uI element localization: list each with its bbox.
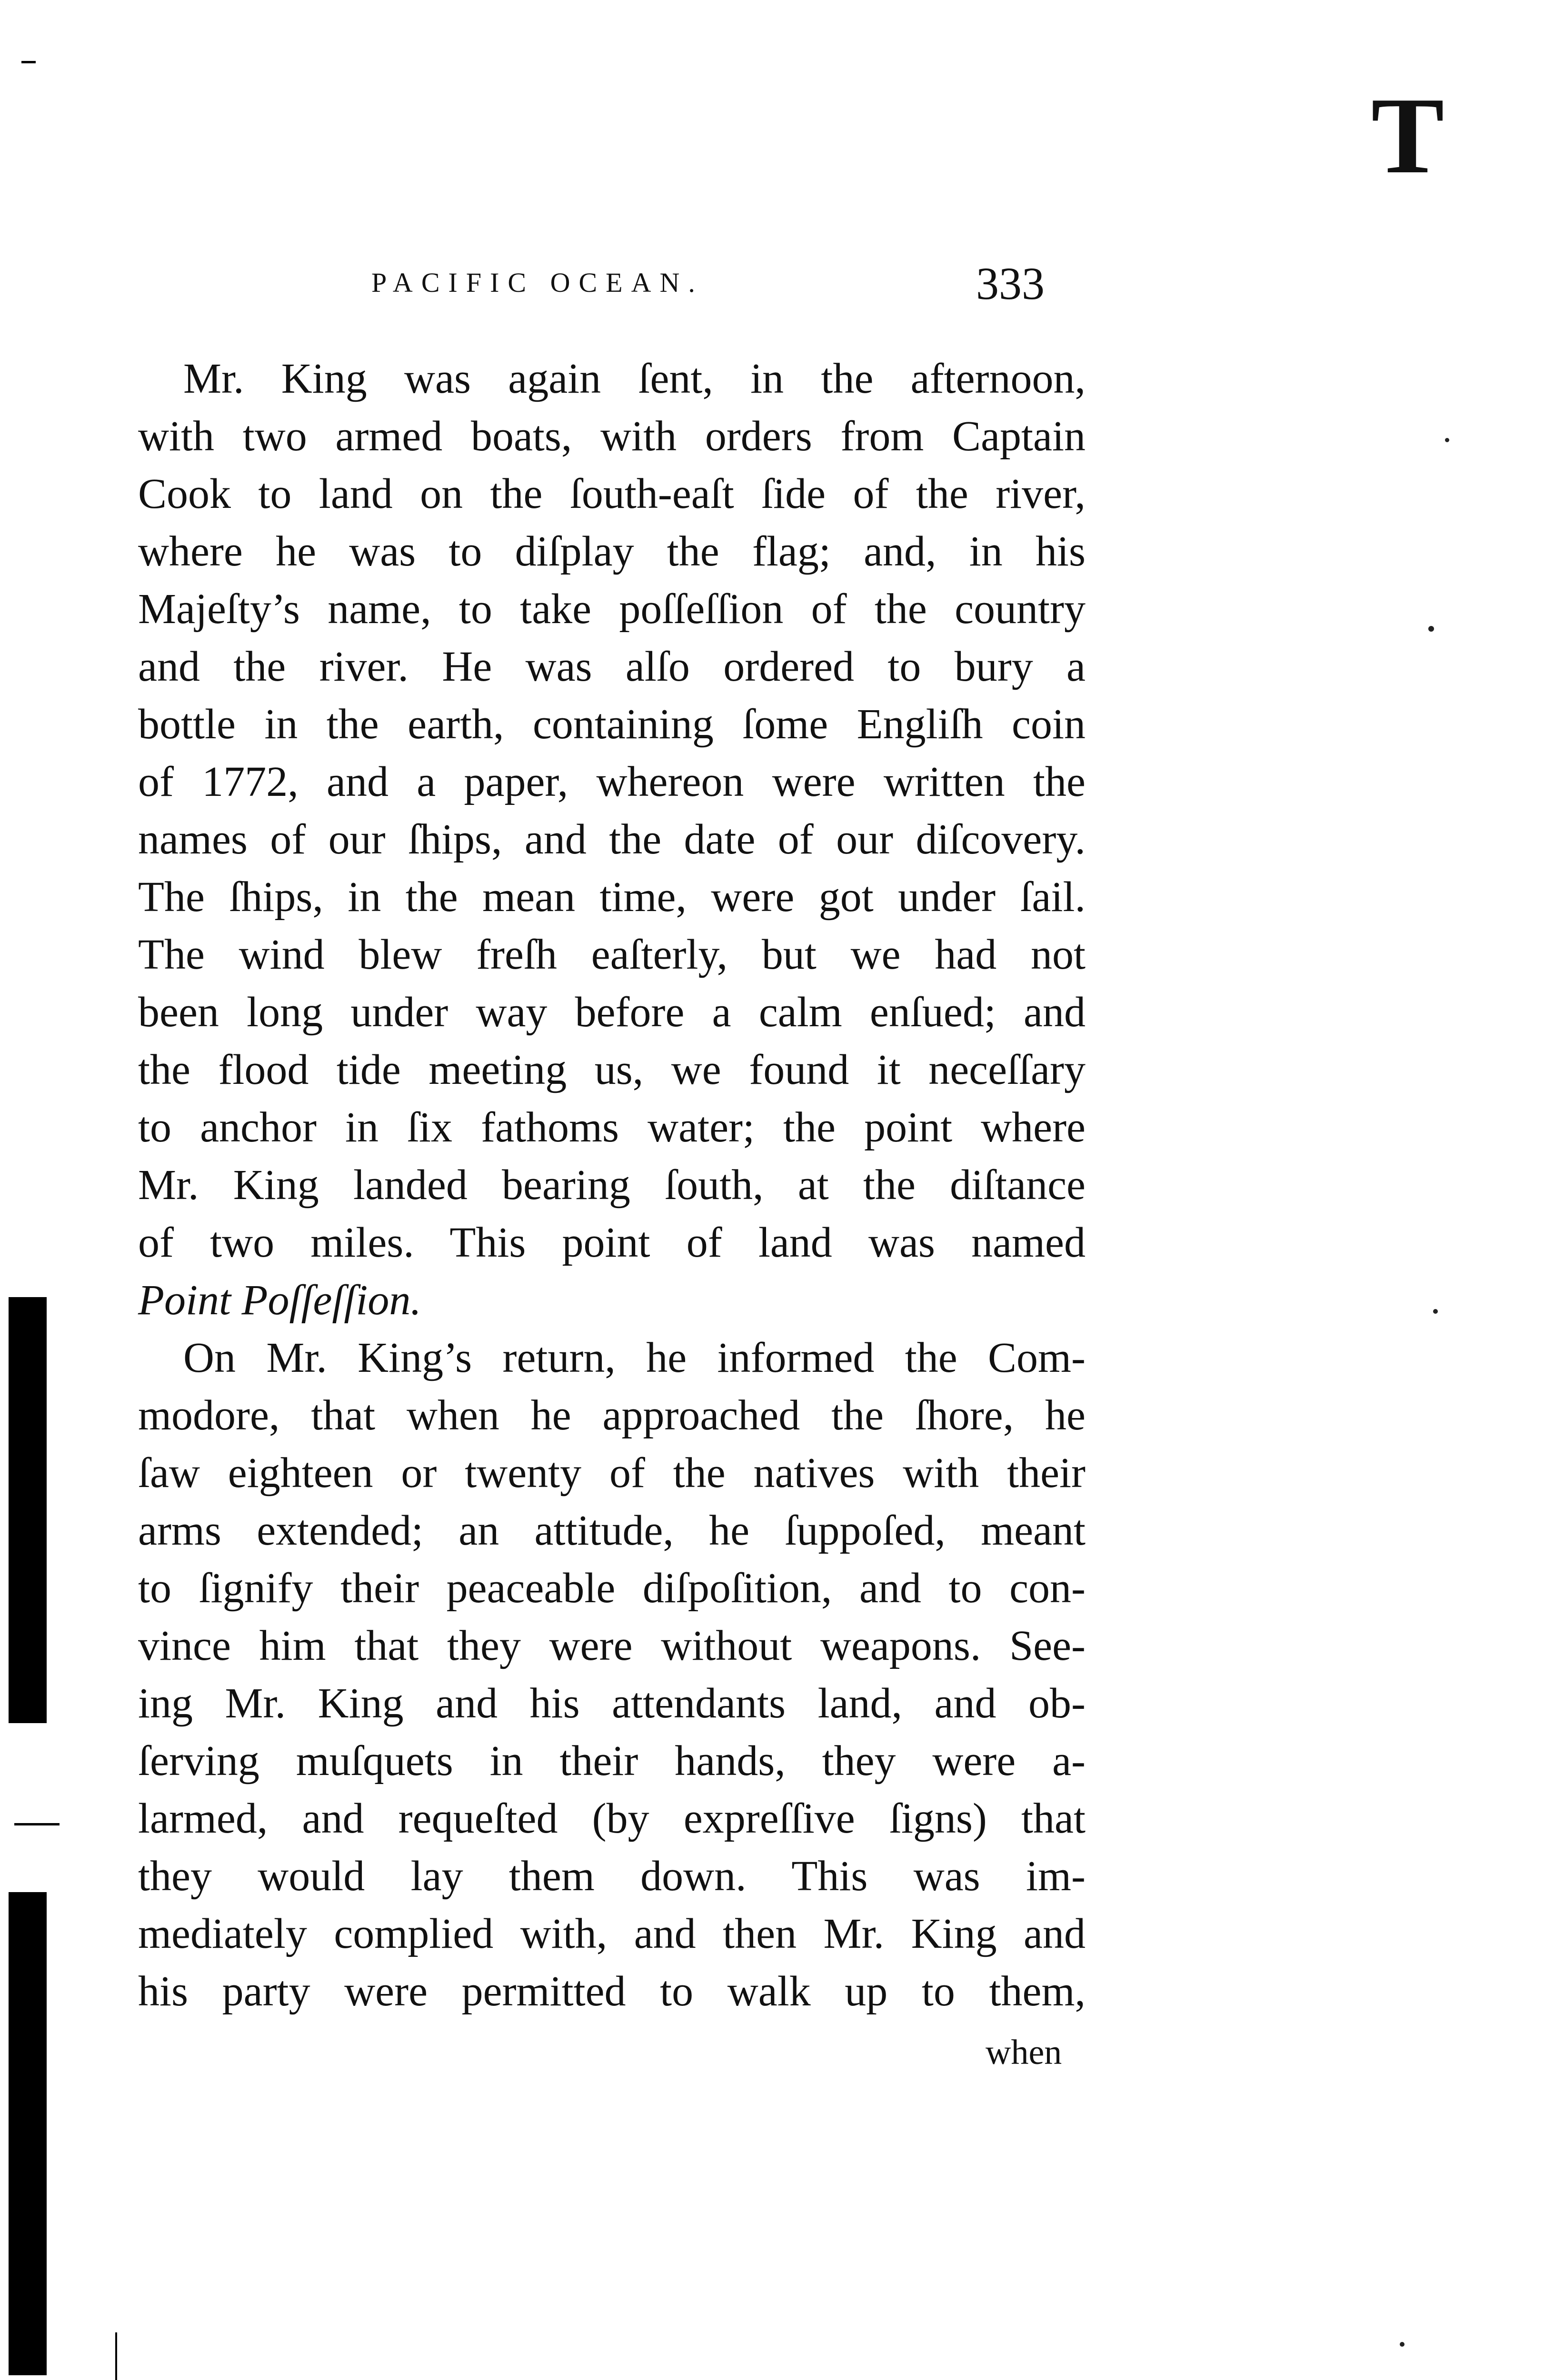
text-line: modore, that when he approached the ſhore, he — [138, 1392, 1086, 1439]
text-line: vince him that they were without weapons. See- — [138, 1622, 1086, 1669]
text-line: they would lay them down. This was im- — [138, 1853, 1086, 1900]
scan-speck — [1445, 438, 1449, 442]
facing-page-fragment: T — [1371, 75, 1444, 196]
text-line: with two armed boats, with orders from Captain — [138, 413, 1086, 460]
scan-edge-line — [115, 2332, 117, 2380]
text-line: Mr. King was again ſent, in the afternoon, — [183, 355, 1086, 402]
text-line: On Mr. King’s return, he informed the Com- — [183, 1334, 1086, 1381]
scan-edge-bar — [9, 1892, 47, 2375]
scan-mark — [21, 61, 36, 63]
text-line: Majeſty’s name, to take poſſeſſion of the country — [138, 585, 1086, 633]
text-line: of two miles. This point of land was named — [138, 1219, 1086, 1266]
text-line: his party were permitted to walk up to them, — [138, 1968, 1086, 2015]
text-line: mediately complied with, and then Mr. King and — [138, 1910, 1086, 1957]
scan-speck — [1428, 626, 1434, 632]
scan-edge-bar — [9, 1297, 47, 1723]
catchword: when — [986, 2033, 1062, 2072]
text-line: ſerving muſquets in their hands, they were a- — [138, 1737, 1086, 1785]
scan-speck — [1400, 2342, 1405, 2347]
text-line: larmed, and requeſted (by expreſſive ſigns) that — [138, 1795, 1086, 1842]
text-line-italic: Point Poſſeſſion. — [138, 1277, 421, 1324]
page-number: 333 — [976, 258, 1045, 309]
text-line: Mr. King landed bearing ſouth, at the diſtance — [138, 1161, 1086, 1209]
running-title: PACIFIC OCEAN. — [371, 267, 704, 298]
text-line: of 1772, and a paper, whereon were written the — [138, 758, 1086, 805]
text-line: where he was to diſplay the flag; and, in his — [138, 528, 1086, 575]
text-line: The wind blew freſh eaſterly, but we had not — [138, 931, 1086, 978]
text-line: bottle in the earth, containing ſome Engliſh coin — [138, 701, 1086, 748]
text-line: the flood tide meeting us, we found it neceſſary — [138, 1046, 1086, 1093]
body-text — [138, 350, 1086, 2020]
scan-speck — [1433, 1309, 1438, 1314]
text-line: and the river. He was alſo ordered to bury a — [138, 643, 1086, 690]
text-line: ing Mr. King and his attendants land, and ob- — [138, 1680, 1086, 1727]
text-line: been long under way before a calm enſued; and — [138, 989, 1086, 1036]
text-line: The ſhips, in the mean time, were got under ſail. — [138, 873, 1086, 921]
text-line: arms extended; an attitude, he ſuppoſed, meant — [138, 1507, 1086, 1554]
text-line: to anchor in ſix fathoms water; the point where — [138, 1104, 1086, 1151]
scan-mark — [14, 1823, 60, 1825]
text-line: names of our ſhips, and the date of our diſcovery. — [138, 816, 1086, 863]
text-line: ſaw eighteen or twenty of the natives with their — [138, 1449, 1086, 1497]
text-line: to ſignify their peaceable diſpoſition, and to con- — [138, 1565, 1086, 1612]
text-line: Cook to land on the ſouth-eaſt ſide of the river, — [138, 470, 1086, 517]
